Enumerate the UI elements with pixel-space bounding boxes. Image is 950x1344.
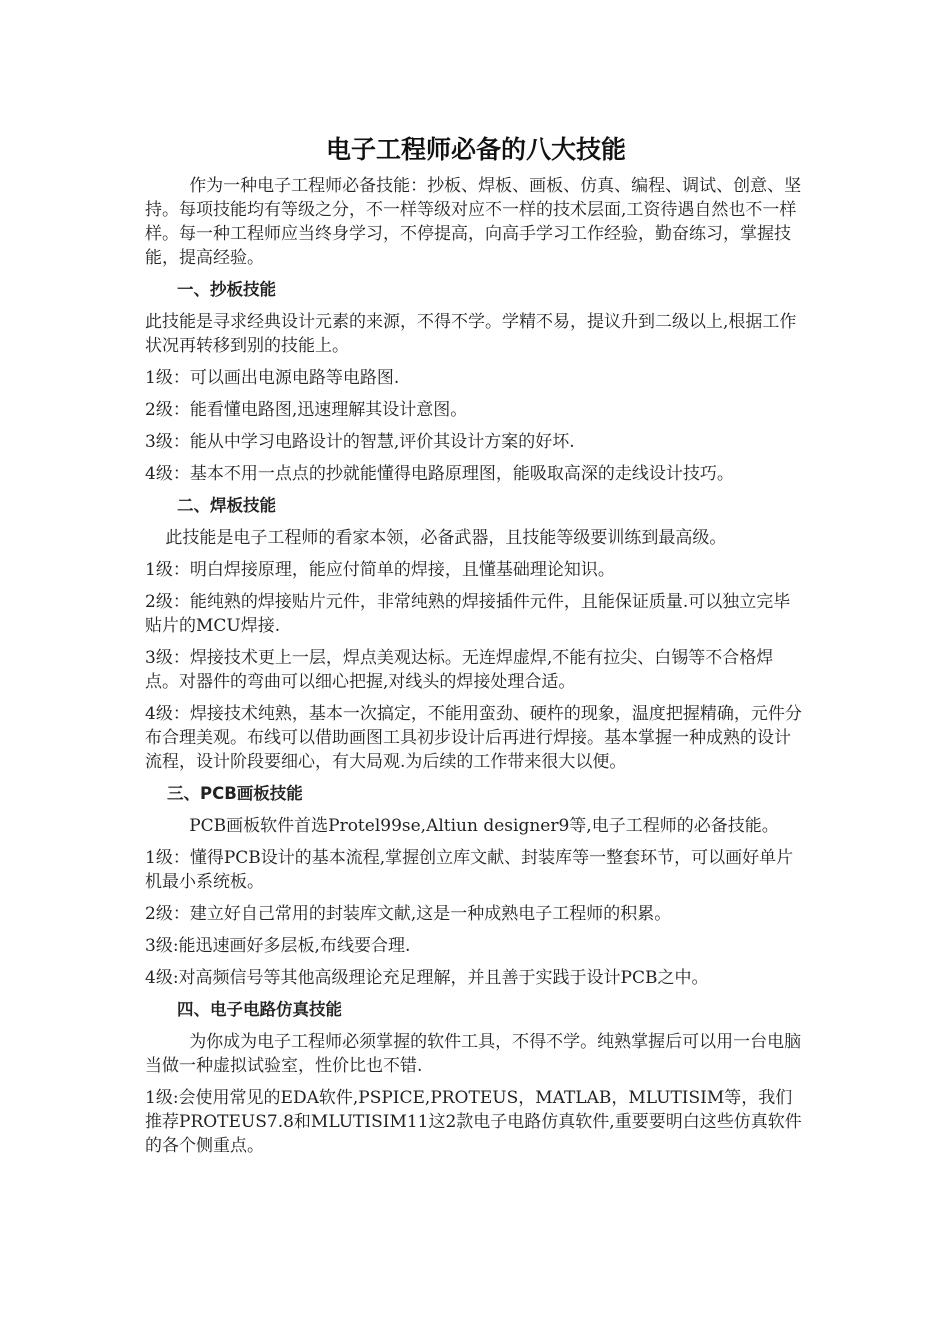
skill-level-item: 1级:会使用常见的EDA软件,PSPICE,PROTEUS，MATLAB，MLUTISIM等，我们推荐PROTEUS7.8和MLUTISIM11这2款电子电路仿真软件,重要要明白这些仿真软件的各个侧重点。 [145,1088,802,1156]
section-intro: 为你成为电子工程师必须掌握的软件工具，不得不学。纯熟掌握后可以用一台电脑当做一种虚拟试验室，性价比也不错. [145,1032,802,1076]
section-heading: 二、焊板技能 [177,496,276,515]
section-heading: 一、抄板技能 [177,280,276,299]
skill-level-item: 3级：焊接技术更上一层，焊点美观达标。无连焊虚焊,不能有拉尖、白锡等不合格焊点。对器件的弯曲可以细心把握,对线头的焊接处理合适。 [145,648,774,692]
section-pcb-design [145,782,807,990]
skill-level-item: 2级：建立好自己常用的封装库文献,这是一种成熟电子工程师的积累。 [145,904,672,924]
section-intro: PCB画板软件首选Protel99se,Altiun designer9等,电子工程师的必备技能。 [189,816,779,836]
section-soldering [145,494,807,774]
section-copy-board [145,278,807,486]
section-heading: 四、电子电路仿真技能 [177,1000,342,1019]
skill-level-item: 4级：基本不用一点点的抄就能懂得电路原理图，能吸取高深的走线设计技巧。 [145,464,734,484]
skill-level-item: 1级：明白焊接原理，能应付简单的焊接，且懂基础理论知识。 [145,560,615,580]
skill-level-item: 4级:对高频信号等其他高级理论充足理解，并且善于实践于设计PCB之中。 [145,968,709,988]
skill-level-item: 2级：能纯熟的焊接贴片元件，非常纯熟的焊接插件元件，且能保证质量.可以独立完毕贴片的MCU焊接. [145,592,791,636]
intro-paragraph: 作为一种电子工程师必备技能：抄板、焊板、画板、仿真、编程、调试、创意、坚持。每项技能均有等级之分，不一样等级对应不一样的技术层面,工资待遇自然也不一样样。每一种工程师应当终身学习，不停提高，向高手学习工作经验，勤奋练习，掌握技能，提高经验。 [145,176,802,268]
section-circuit-simulation [145,998,807,1158]
section-intro: 此技能是寻求经典设计元素的来源，不得不学。学精不易，提议升到二级以上,根据工作状况再转移到别的技能上。 [145,312,797,356]
skill-level-item: 4级：焊接技术纯熟，基本一次搞定，不能用蛮劲、硬杵的现象，温度把握精确，元件分布合理美观。布线可以借助画图工具初步设计后再进行焊接。基本掌握一种成熟的设计流程，设计阶段要细心，有大局观.为后续的工作带来很大以便。 [145,704,802,772]
skill-level-item: 1级：可以画出电源电路等电路图. [145,368,400,388]
section-heading: 三、PCB画板技能 [167,784,303,803]
document-title: 电子工程师必备的八大技能 [325,135,626,164]
skill-level-item: 2级：能看懂电路图,迅速理解其设计意图。 [145,400,468,420]
section-intro: 此技能是电子工程师的看家本领，必备武器，且技能等级要训练到最高级。 [165,528,727,548]
skill-level-item: 3级：能从中学习电路设计的智慧,评价其设计方案的好坏. [145,432,575,452]
skill-level-item: 3级:能迅速画好多层板,布线要合理. [145,936,411,956]
skill-level-item: 1级：懂得PCB设计的基本流程,掌握创立库文献、封装库等一整套环节，可以画好单片机最小系统板。 [145,848,794,892]
document-page [145,132,807,1166]
